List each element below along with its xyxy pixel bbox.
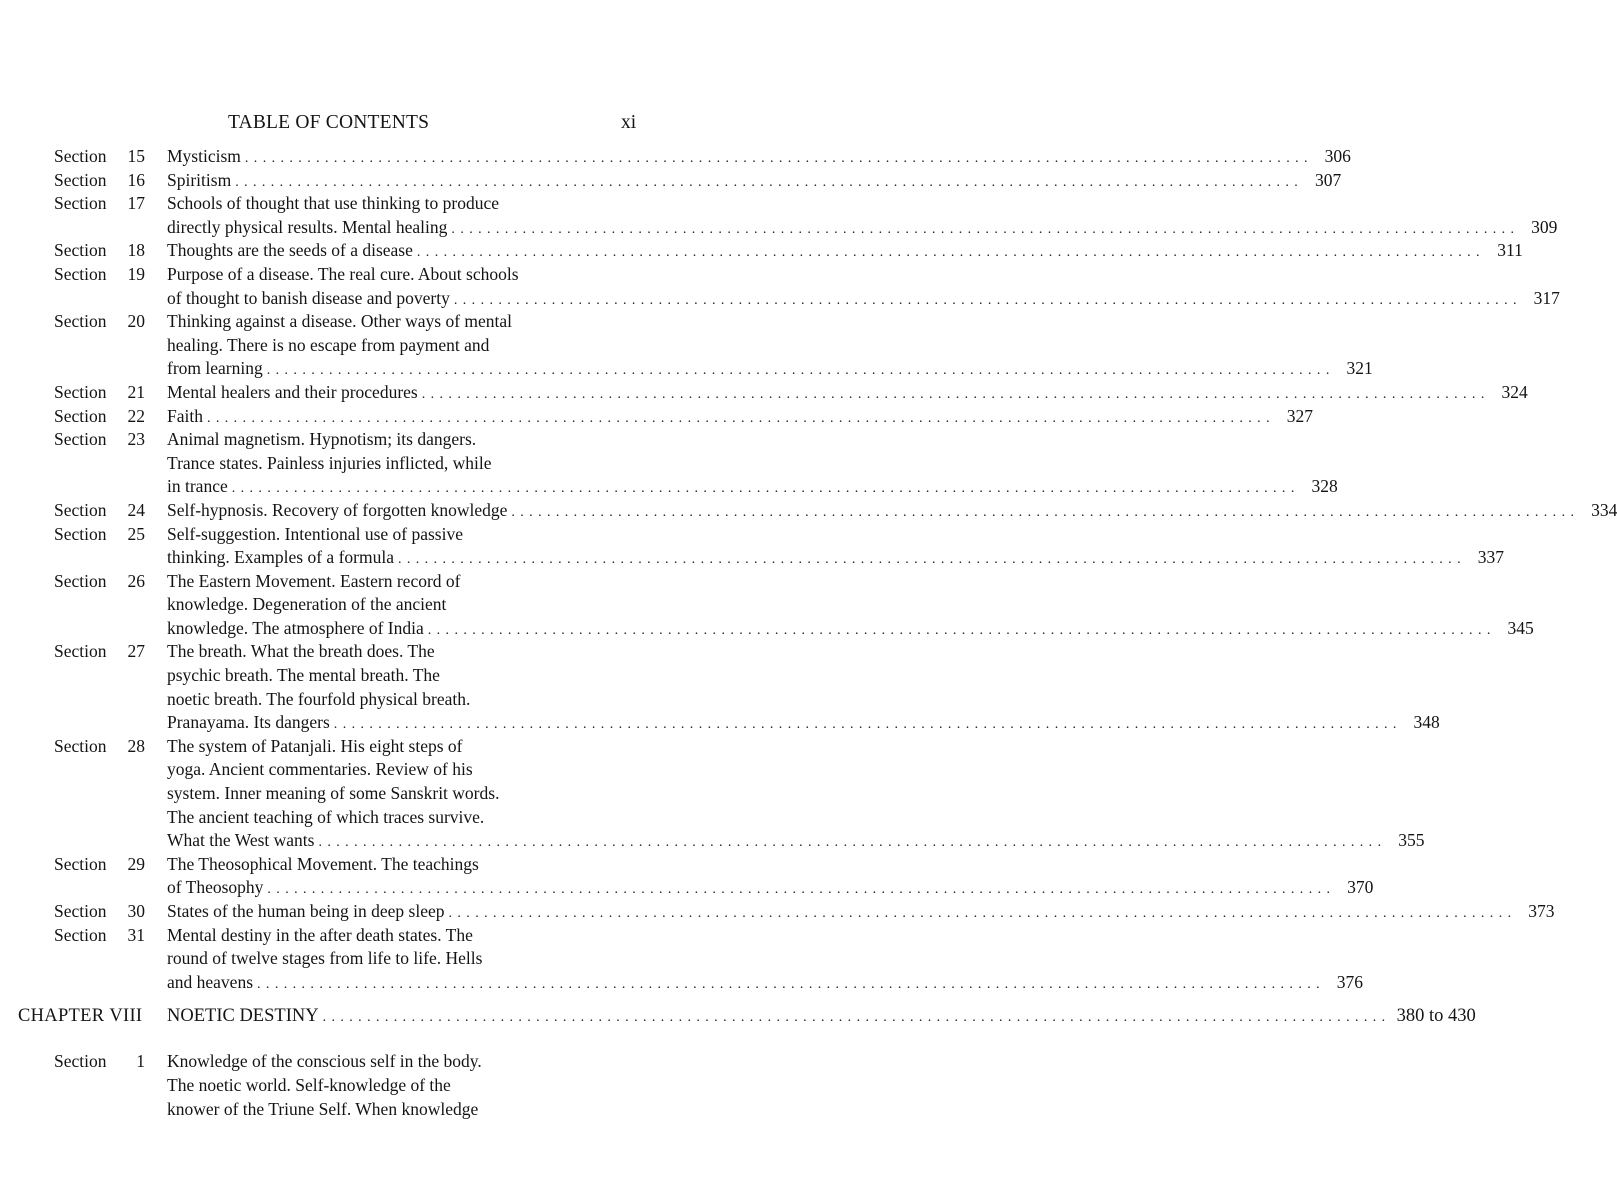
description-text: Mysticism (167, 146, 241, 166)
section-label: Section (54, 853, 107, 874)
section-description (167, 145, 1351, 169)
dot-leader: ........................................................................................................................ (448, 906, 1517, 921)
section-number: 17 (127, 193, 145, 214)
section-number: 29 (127, 853, 145, 874)
description-text: in trance (167, 476, 228, 497)
description-text: from learning (167, 358, 263, 379)
description-text: Self-suggestion. Intentional use of passive (167, 523, 463, 544)
description-text: Mental healers and their procedures (167, 381, 418, 402)
section-number: 27 (127, 641, 145, 662)
chapter-word: CHAPTER (18, 1006, 105, 1027)
description-text: Purpose of a disease. The real cure. About schools (167, 263, 519, 284)
chapter-title: NOETIC DESTINY (167, 1006, 319, 1027)
page-ref[interactable]: 321 (1346, 358, 1373, 379)
toc-entry (0, 381, 1528, 405)
description-line (167, 169, 1342, 193)
section-label: Section (54, 523, 107, 544)
toc-entry (0, 310, 1373, 381)
description-text: The ancient teaching of which traces survive. (167, 806, 485, 827)
section-number: 28 (127, 735, 145, 756)
section-number: 30 (127, 901, 145, 921)
description-text: healing. There is no escape from payment and (167, 334, 490, 355)
section-label: Section (54, 263, 107, 284)
toc-entry (0, 900, 1555, 924)
section-description (167, 239, 1523, 263)
chapter-number: VIII (109, 1006, 143, 1027)
toc-entry (0, 263, 1560, 310)
description-line (167, 806, 651, 830)
page-ref[interactable]: 355 (1398, 830, 1425, 851)
toc-entry (0, 924, 1364, 995)
description-line (167, 475, 1338, 499)
description-text: directly physical results. Mental healing (167, 216, 448, 237)
description-text: Thoughts are the seeds of a disease (167, 240, 413, 261)
description-text: Trance states. Painless injuries inflicted, while (167, 452, 492, 473)
dot-leader: ........................................................................................................................ (397, 552, 1466, 568)
description-text: knower of the Triune Self. When knowledge (167, 1098, 479, 1119)
toc-entry (0, 192, 1558, 239)
description-line (167, 145, 1351, 169)
table-of-contents (0, 145, 1617, 1121)
dot-leader: ........................................................................................................................ (267, 882, 1336, 898)
section-label: Section (54, 735, 107, 756)
section-number: 22 (127, 405, 145, 426)
section-number: 19 (127, 263, 145, 284)
description-text: of thought to banish disease and poverty (167, 287, 450, 308)
description-line (167, 381, 1528, 405)
page-ref[interactable]: 337 (1477, 547, 1504, 568)
dot-leader: ........................................................................................................................ (322, 1010, 1391, 1026)
section-description (167, 640, 1440, 734)
page-ref[interactable]: 376 (1336, 971, 1364, 992)
description-line (167, 688, 651, 712)
section-number: 26 (127, 570, 145, 591)
description-line (167, 239, 1523, 263)
description-text: The breath. What the breath does. The (167, 641, 435, 662)
description-line (167, 711, 1440, 735)
toc-entry (0, 523, 1504, 570)
description-line (167, 499, 1617, 523)
section-number: 21 (127, 381, 145, 402)
description-line (167, 334, 651, 358)
dot-leader: ........................................................................................................................ (318, 835, 1387, 851)
page-ref[interactable]: 327 (1286, 405, 1313, 426)
toc-entry (0, 145, 1351, 169)
section-label: Section (54, 193, 107, 214)
description-text: knowledge. The atmosphere of India (167, 617, 424, 638)
description-text: yoga. Ancient commentaries. Review of his (167, 759, 473, 780)
section-label: Section (54, 641, 107, 662)
section-number: 31 (127, 924, 145, 945)
description-text: The system of Patanjali. His eight steps of (167, 735, 463, 756)
description-line (167, 263, 651, 287)
page-ref[interactable]: 373 (1528, 901, 1555, 921)
page-ref[interactable]: 306 (1324, 146, 1351, 166)
section-description (167, 570, 1534, 641)
page-ref[interactable]: 311 (1497, 240, 1523, 261)
toc-entry (0, 1050, 746, 1121)
spacer (0, 1036, 746, 1050)
section-label: Section (54, 405, 107, 426)
section-description (167, 924, 1364, 995)
page-ref[interactable]: 328 (1311, 476, 1338, 497)
toc-entry (0, 239, 1523, 263)
section-label: Section (54, 924, 107, 945)
page-header (0, 112, 746, 136)
description-line (167, 357, 1373, 381)
description-text: of Theosophy (167, 877, 264, 898)
page-ref[interactable]: 307 (1314, 169, 1342, 190)
description-line (167, 782, 651, 806)
description-line (167, 664, 651, 688)
description-text: Thinking against a disease. Other ways of mental (167, 311, 513, 332)
section-number: 1 (136, 1051, 145, 1072)
chapter-heading (0, 1006, 1476, 1036)
description-line (167, 829, 1425, 853)
toc-entry (0, 853, 1374, 900)
description-line (167, 287, 1560, 311)
description-line (167, 310, 651, 334)
section-description (167, 853, 1374, 900)
section-description (167, 263, 1560, 310)
section-description (167, 523, 1504, 570)
section-label: Section (54, 499, 107, 520)
page-ref[interactable]: 370 (1347, 877, 1374, 898)
description-line (167, 523, 651, 547)
section-description (167, 405, 1313, 429)
section-number: 18 (127, 240, 145, 261)
description-line (167, 1098, 651, 1122)
section-description (167, 310, 1373, 381)
dot-leader: ........................................................................................................................ (511, 504, 1580, 520)
description-text: round of twelve stages from life to life. Hells (167, 948, 483, 969)
description-line (167, 900, 1555, 924)
description-line (167, 640, 651, 664)
section-description (167, 735, 1425, 853)
section-number: 24 (127, 499, 145, 520)
section-label: Section (54, 429, 107, 450)
chapter-label (18, 1006, 142, 1027)
dot-leader: ........................................................................................................................ (333, 717, 1402, 733)
dot-leader: ........................................................................................................................ (231, 481, 1300, 497)
description-line (167, 924, 651, 948)
page-ref[interactable]: 334 (1591, 499, 1617, 520)
toc-entry (0, 428, 1338, 499)
dot-leader: ........................................................................................................................ (416, 245, 1485, 261)
section-number: 23 (127, 429, 145, 450)
description-line (167, 593, 651, 617)
dot-leader: ........................................................................................................................ (421, 386, 1490, 402)
section-description (167, 428, 1338, 499)
description-line (167, 216, 1558, 240)
page-ref[interactable]: 345 (1507, 617, 1534, 638)
page-ref[interactable]: 309 (1531, 216, 1558, 237)
dot-leader: ........................................................................................................................ (427, 622, 1496, 638)
description-text: The noetic world. Self-knowledge of the (167, 1074, 451, 1095)
description-text: Spiritism (167, 169, 232, 190)
section-description (167, 499, 1617, 523)
section-description (167, 169, 1342, 193)
description-text: Animal magnetism. Hypnotism; its dangers. (167, 429, 477, 450)
description-line (167, 428, 651, 452)
toc-entry (0, 169, 1342, 193)
toc-entry (0, 499, 1617, 523)
description-line (167, 971, 1364, 995)
section-description (167, 381, 1528, 405)
toc-entry (0, 640, 1440, 734)
chapter-line (167, 1006, 1476, 1027)
section-number: 20 (127, 311, 145, 332)
page-title: TABLE OF CONTENTS (228, 112, 430, 133)
description-line (167, 758, 651, 782)
section-label: Section (54, 901, 107, 921)
description-text: Schools of thought that use thinking to produce (167, 193, 499, 214)
description-text: States of the human being in deep sleep (167, 901, 445, 921)
section-label: Section (54, 570, 107, 591)
description-text: psychic breath. The mental breath. The (167, 665, 440, 686)
toc-entry (0, 570, 1534, 641)
description-text: The Theosophical Movement. The teachings (167, 853, 479, 874)
section-label: Section (54, 311, 107, 332)
section-number: 25 (127, 523, 145, 544)
description-text: The Eastern Movement. Eastern record of (167, 570, 461, 591)
dot-leader: ........................................................................................................................ (235, 174, 1304, 190)
description-line (167, 617, 1534, 641)
description-line (167, 735, 651, 759)
dot-leader: ........................................................................................................................ (453, 292, 1522, 308)
description-line (167, 876, 1374, 900)
toc-entry (0, 405, 1313, 429)
description-line (167, 947, 651, 971)
section-number: 16 (127, 169, 145, 190)
dot-leader: ........................................................................................................................ (451, 221, 1520, 237)
description-text: Self-hypnosis. Recovery of forgotten knowledge (167, 499, 508, 520)
dot-leader: ........................................................................................................................ (257, 976, 1326, 992)
description-line (167, 1074, 651, 1098)
page-ref[interactable]: 324 (1501, 381, 1528, 402)
section-label: Section (54, 381, 107, 402)
description-text: knowledge. Degeneration of the ancient (167, 594, 447, 615)
description-text: Faith (167, 405, 203, 426)
section-description (167, 1050, 651, 1121)
toc-entry (0, 735, 1425, 853)
description-text: What the West wants (167, 830, 315, 851)
chapter-pages[interactable]: 380 to 430 (1396, 1006, 1476, 1027)
description-line (167, 853, 651, 877)
page-number: xi (621, 112, 637, 133)
description-line (167, 452, 651, 476)
section-label: Section (54, 240, 107, 261)
page-ref[interactable]: 317 (1533, 287, 1560, 308)
dot-leader: ........................................................................................................................ (206, 410, 1275, 426)
description-line (167, 192, 651, 216)
section-label: Section (54, 146, 107, 166)
description-text: Pranayama. Its dangers (167, 712, 330, 733)
dot-leader: ........................................................................................................................ (266, 363, 1335, 379)
description-text: and heavens (167, 971, 254, 992)
description-text: thinking. Examples of a formula (167, 547, 394, 568)
description-line (167, 570, 651, 594)
page-ref[interactable]: 348 (1413, 712, 1440, 733)
section-number: 15 (127, 146, 145, 166)
section-description (167, 192, 1558, 239)
section-label: Section (54, 169, 107, 190)
description-line (167, 546, 1504, 570)
section-label: Section (54, 1051, 107, 1072)
dot-leader: ........................................................................................................................ (244, 151, 1313, 166)
description-line (167, 1050, 651, 1074)
description-line (167, 405, 1313, 429)
description-text: noetic breath. The fourfold physical breath. (167, 688, 471, 709)
description-text: Knowledge of the conscious self in the body. (167, 1051, 482, 1072)
section-description (167, 900, 1555, 924)
description-text: Mental destiny in the after death states. The (167, 924, 473, 945)
description-text: system. Inner meaning of some Sanskrit words. (167, 783, 500, 804)
